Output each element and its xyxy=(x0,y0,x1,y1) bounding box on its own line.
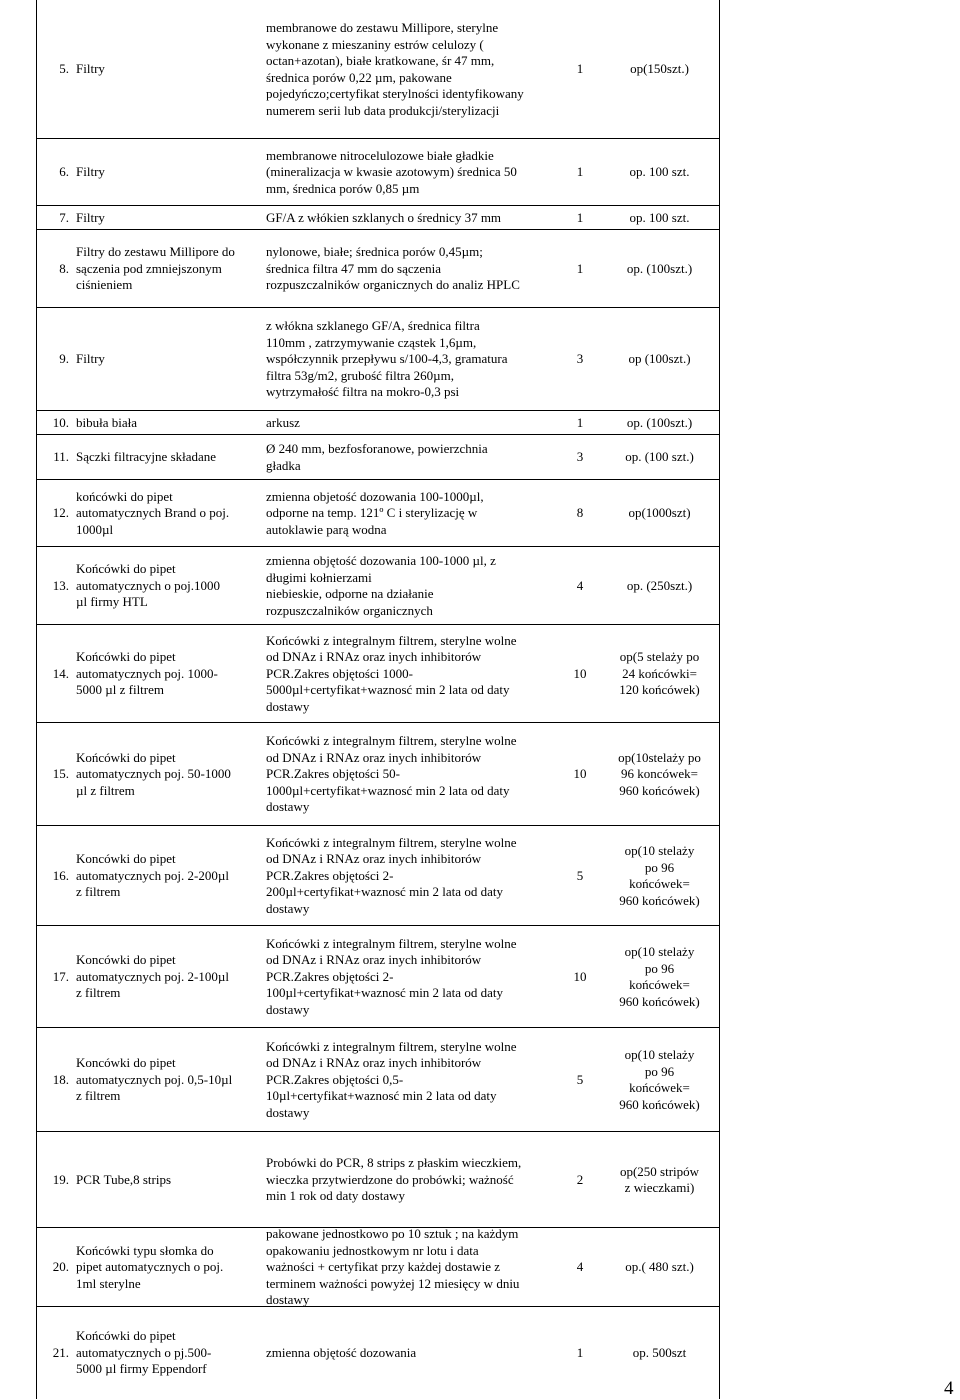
item-name-text: Filtry xyxy=(76,61,105,77)
item-unit xyxy=(600,625,719,723)
item-name xyxy=(76,547,266,625)
item-number xyxy=(37,1132,71,1228)
item-quantity xyxy=(560,1307,600,1399)
item-unit-text: op. 100 szt. xyxy=(629,209,690,225)
item-quantity xyxy=(560,411,600,435)
item-quantity xyxy=(560,1132,600,1228)
item-number xyxy=(37,625,71,723)
item-name xyxy=(76,435,266,480)
table-row xyxy=(37,1028,719,1132)
table-row xyxy=(37,625,719,723)
table-row xyxy=(37,826,719,926)
item-name-text: PCR Tube,8 strips xyxy=(76,1171,172,1187)
item-name xyxy=(76,1228,266,1307)
item-description xyxy=(266,1307,558,1399)
item-unit xyxy=(600,435,719,480)
item-quantity-text: 1 xyxy=(576,209,584,225)
item-number xyxy=(37,723,71,826)
item-unit-text: op(10 stelaży po 96 końcówek= 960 końcówek) xyxy=(619,1047,700,1112)
item-description xyxy=(266,1028,558,1132)
item-number-text: 14. xyxy=(52,665,69,681)
item-number-text: 16. xyxy=(52,867,69,883)
table-row xyxy=(37,206,719,230)
item-name-text: Koncówki do pipet automatycznych poj. 2-200µl z filtrem xyxy=(76,851,229,900)
item-name-text: Końcówki do pipet automatycznych o poj.1000 µl firmy HTL xyxy=(76,561,221,610)
table-row xyxy=(37,723,719,826)
item-name xyxy=(76,1132,266,1228)
item-number-text: 18. xyxy=(52,1071,69,1087)
item-description-text: zmienna objetość dozowania 100-1000µl, odporne na temp. 121º C i sterylizację w autoklawie parą wodna xyxy=(266,488,484,537)
item-name xyxy=(76,1028,266,1132)
item-unit xyxy=(600,826,719,926)
table-row xyxy=(37,926,719,1028)
item-name-text: Filtry xyxy=(76,351,105,367)
item-unit-text: op. 500szt xyxy=(632,1344,687,1360)
item-description-text: membranowe nitrocelulozowe białe gładkie (mineralizacja w kwasie azotowym) średnica 50 mm, średnica porów 0,85 µm xyxy=(266,147,517,196)
item-quantity-text: 2 xyxy=(576,1171,584,1187)
item-name xyxy=(76,139,266,206)
item-description xyxy=(266,230,558,308)
item-description-text: Ø 240 mm, bezfosforanowe, powierzchnia gładka xyxy=(266,441,488,473)
item-quantity xyxy=(560,1228,600,1307)
item-unit xyxy=(600,230,719,308)
item-unit-text: op. (100szt.) xyxy=(626,260,693,276)
item-description-text: arkusz xyxy=(266,414,300,430)
table-row xyxy=(37,547,719,625)
item-description xyxy=(266,926,558,1028)
item-quantity xyxy=(560,480,600,547)
table-row xyxy=(37,230,719,308)
item-number xyxy=(37,547,71,625)
item-number xyxy=(37,411,71,435)
item-unit xyxy=(600,1307,719,1399)
item-description xyxy=(266,206,558,230)
item-number-text: 6. xyxy=(59,164,69,180)
item-quantity-text: 10 xyxy=(573,665,587,681)
item-name xyxy=(76,723,266,826)
item-unit-text: op(10 stelaży po 96 końcówek= 960 końcówek) xyxy=(619,843,700,908)
item-unit-text: op(250 stripów z wieczkami) xyxy=(619,1163,700,1195)
item-quantity-text: 3 xyxy=(576,351,584,367)
item-name xyxy=(76,0,266,139)
item-description xyxy=(266,308,558,411)
item-number xyxy=(37,308,71,411)
item-description-text: Probówki do PCR, 8 strips z płaskim wieczkiem, wieczka przytwierdzone do probówki; ważność min 1 rok od daty dostawy xyxy=(266,1155,522,1204)
item-name xyxy=(76,308,266,411)
item-number xyxy=(37,206,71,230)
item-quantity xyxy=(560,139,600,206)
item-unit xyxy=(600,547,719,625)
item-description xyxy=(266,435,558,480)
item-quantity-text: 10 xyxy=(573,968,587,984)
item-quantity-text: 10 xyxy=(573,766,587,782)
item-number xyxy=(37,1228,71,1307)
item-name-text: Koncówki do pipet automatycznych poj. 2-100µl z filtrem xyxy=(76,952,229,1001)
item-unit-text: op(1000szt) xyxy=(628,505,691,521)
item-number xyxy=(37,926,71,1028)
item-name-text: Końcówki do pipet automatycznych poj. 50-1000 µl z filtrem xyxy=(76,749,231,798)
item-description-text: membranowe do zestawu Millipore, sterylne wykonane z mieszaniny estrów celulozy ( octan+azotan), białe kratkowane, śr 47 mm, średnica porów 0,22 µm, pakowane pojedyńczo;certyfikat sterylności identyfikowany numerem serii lub data produkcji/sterylizacji xyxy=(266,20,524,118)
item-unit-text: op. (250szt.) xyxy=(626,577,693,593)
item-unit xyxy=(600,926,719,1028)
table-row xyxy=(37,139,719,206)
item-description xyxy=(266,723,558,826)
item-number-text: 11. xyxy=(53,449,69,465)
item-quantity xyxy=(560,826,600,926)
item-unit-text: op.( 480 szt.) xyxy=(625,1259,694,1275)
item-unit-text: op (100szt.) xyxy=(628,351,691,367)
item-unit xyxy=(600,139,719,206)
item-quantity xyxy=(560,547,600,625)
item-number xyxy=(37,139,71,206)
item-name-text: Filtry do zestawu Millipore do sączenia pod zmniejszonym ciśnieniem xyxy=(76,244,235,293)
item-number xyxy=(37,0,71,139)
item-unit-text: op(5 stelaży po 24 końcówki= 120 końcówek) xyxy=(619,649,700,698)
item-name xyxy=(76,625,266,723)
item-unit-text: op. (100szt.) xyxy=(626,414,693,430)
item-description-text: Końcówki z integralnym filtrem, sterylne wolne od DNAz i RNAz oraz inych inhibitorów PCR.Zakres objętości 1000- 5000µl+certyfikat+waznosć min 2 lata od daty dostawy xyxy=(266,632,517,714)
item-quantity-text: 1 xyxy=(576,1344,584,1360)
item-name-text: Końcówki do pipet automatycznych o pj.500- 5000 µl firmy Eppendorf xyxy=(76,1328,212,1377)
item-description-text: GF/A z włókien szklanych o średnicy 37 mm xyxy=(266,209,502,225)
item-description-text: Końcówki z integralnym filtrem, sterylne wolne od DNAz i RNAz oraz inych inhibitorów PCR.Zakres objętości 50- 1000µl+certyfikat+waznosć min 2 lata od daty dostawy xyxy=(266,733,517,815)
item-name-text: Filtry xyxy=(76,209,105,225)
item-number-text: 20. xyxy=(52,1259,69,1275)
item-quantity xyxy=(560,926,600,1028)
item-name xyxy=(76,206,266,230)
table-row xyxy=(37,435,719,480)
item-description-text: Końcówki z integralnym filtrem, sterylne wolne od DNAz i RNAz oraz inych inhibitorów PCR.Zakres objętości 0,5- 10µl+certyfikat+waznosć min 2 lata od daty dostawy xyxy=(266,1038,517,1120)
item-unit xyxy=(600,1028,719,1132)
item-unit xyxy=(600,1132,719,1228)
item-quantity-text: 3 xyxy=(576,449,584,465)
item-quantity-text: 5 xyxy=(576,1071,584,1087)
item-number-text: 21. xyxy=(52,1344,69,1360)
item-unit-text: op. 100 szt. xyxy=(629,164,690,180)
item-quantity xyxy=(560,206,600,230)
item-number-text: 5. xyxy=(59,61,69,77)
item-quantity xyxy=(560,230,600,308)
item-name xyxy=(76,230,266,308)
item-description-text: zmienna objętość dozowania xyxy=(266,1344,417,1360)
table-row xyxy=(37,480,719,547)
item-number-text: 13. xyxy=(52,577,69,593)
item-number-text: 10. xyxy=(52,414,69,430)
table-row xyxy=(37,1132,719,1228)
item-quantity-text: 4 xyxy=(576,577,584,593)
item-name xyxy=(76,826,266,926)
table-row xyxy=(37,0,719,139)
item-unit-text: op(150szt.) xyxy=(630,61,689,77)
item-description-text: z włókna szklanego GF/A, średnica filtra 110mm , zatrzymywanie cząstek 1,6µm, współczynnik przepływu s/100-4,3, gramatura filtra 53g/m2, grubość filtra 260µm, wytrzymałość filtra na mokro-0,3 psi xyxy=(266,318,508,400)
item-description-text: Końcówki z integralnym filtrem, sterylne wolne od DNAz i RNAz oraz inych inhibitorów PCR.Zakres objętości 2- 200µl+certyfikat+waznosć min 2 lata od daty dostawy xyxy=(266,834,517,916)
item-number xyxy=(37,480,71,547)
item-description xyxy=(266,625,558,723)
item-unit-text: op. (100 szt.) xyxy=(625,449,694,465)
item-description-text: nylonowe, białe; średnica porów 0,45µm; średnica filtra 47 mm do sączenia rozpuszczalników organicznych do analiz HPLC xyxy=(266,244,520,293)
table-row xyxy=(37,1307,719,1399)
item-quantity-text: 8 xyxy=(576,505,584,521)
item-unit xyxy=(600,206,719,230)
item-description xyxy=(266,0,558,139)
item-quantity xyxy=(560,308,600,411)
page-number: 4 xyxy=(944,1378,954,1399)
item-description xyxy=(266,139,558,206)
item-name-text: Sączki filtracyjne składane xyxy=(76,449,217,465)
item-quantity-text: 1 xyxy=(576,164,584,180)
item-number xyxy=(37,1307,71,1399)
item-quantity-text: 1 xyxy=(576,414,584,430)
item-unit xyxy=(600,308,719,411)
item-quantity xyxy=(560,435,600,480)
item-number xyxy=(37,230,71,308)
item-description xyxy=(266,547,558,625)
item-number-text: 9. xyxy=(59,351,69,367)
item-unit xyxy=(600,723,719,826)
item-number-text: 12. xyxy=(52,505,69,521)
item-number-text: 15. xyxy=(52,766,69,782)
item-number xyxy=(37,435,71,480)
item-name-text: Koncówki do pipet automatycznych poj. 0,5-10µl z filtrem xyxy=(76,1055,233,1104)
item-description-text: pakowane jednostkowo po 10 sztuk ; na każdym opakowaniu jednostkowym nr lotu i data ważności + certyfikat przy każdej dostawie z terminem ważności powyżej 12 miesięcy w dniu dostawy xyxy=(266,1226,520,1308)
item-unit xyxy=(600,480,719,547)
item-unit-text: op(10 stelaży po 96 końcówek= 960 końcówek) xyxy=(619,944,700,1009)
item-quantity xyxy=(560,1028,600,1132)
table-right-border xyxy=(719,0,720,1399)
item-unit xyxy=(600,411,719,435)
table-row xyxy=(37,411,719,435)
item-description xyxy=(266,1228,558,1307)
item-name-text: bibuła biała xyxy=(76,414,138,430)
item-name-text: Końcówki typu słomka do pipet automatycznych o poj. 1ml sterylne xyxy=(76,1242,224,1291)
item-quantity-text: 5 xyxy=(576,867,584,883)
table-row xyxy=(37,1228,719,1307)
item-name xyxy=(76,411,266,435)
item-number-text: 8. xyxy=(59,260,69,276)
item-number xyxy=(37,826,71,926)
item-quantity xyxy=(560,0,600,139)
item-description xyxy=(266,411,558,435)
item-name-text: Filtry xyxy=(76,164,105,180)
item-description-text: zmienna objętość dozowania 100-1000 µl, z długimi kołnierzami niebieskie, odporne na działanie rozpuszczalników organicznych xyxy=(266,553,496,618)
item-description xyxy=(266,480,558,547)
item-quantity-text: 1 xyxy=(576,260,584,276)
item-name-text: Końcówki do pipet automatycznych poj. 1000- 5000 µl z filtrem xyxy=(76,649,218,698)
item-number-text: 7. xyxy=(59,209,69,225)
item-description-text: Końcówki z integralnym filtrem, sterylne wolne od DNAz i RNAz oraz inych inhibitorów PCR.Zakres objętości 2- 100µl+certyfikat+waznosć min 2 lata od daty dostawy xyxy=(266,935,517,1017)
item-quantity xyxy=(560,723,600,826)
item-quantity-text: 1 xyxy=(576,61,584,77)
item-number xyxy=(37,1028,71,1132)
item-unit xyxy=(600,0,719,139)
item-description xyxy=(266,826,558,926)
item-unit xyxy=(600,1228,719,1307)
item-name-text: końcówki do pipet automatycznych Brand o poj. 1000µl xyxy=(76,488,230,537)
item-name xyxy=(76,1307,266,1399)
table-row xyxy=(37,308,719,411)
item-number-text: 19. xyxy=(52,1171,69,1187)
item-name xyxy=(76,926,266,1028)
item-number-text: 17. xyxy=(52,968,69,984)
item-unit-text: op(10stelaży po 96 koncówek= 960 końcówek) xyxy=(618,749,701,798)
item-quantity xyxy=(560,625,600,723)
item-description xyxy=(266,1132,558,1228)
item-quantity-text: 4 xyxy=(576,1259,584,1275)
item-name xyxy=(76,480,266,547)
